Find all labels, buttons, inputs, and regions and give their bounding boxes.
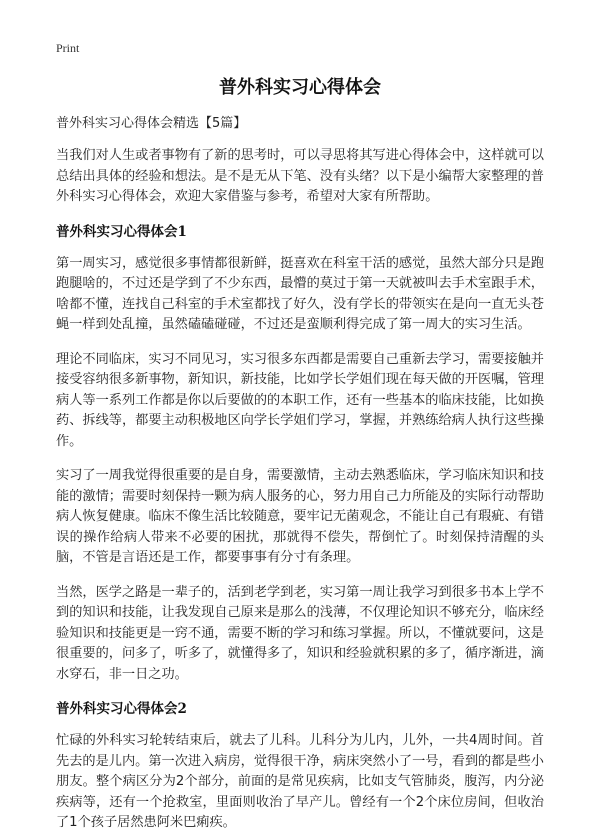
section-paragraph: 理论不同临床，实习不同见习，实习很多东西都是需要自己重新去学习，需要接触并接受容纳很多新事物，新知识，新技能，比如学长学姐们现在每天做的开医嘱，管理病人等一系列工作都是你以后要做的的本职工作，还有一些基本的临床技能，比如换药、拆线等，都要主动积极地区向学长学姐们学习，掌握，并熟练给病人执行这些操作。: [56, 351, 544, 449]
section-1: [56, 222, 544, 686]
section-2: [56, 699, 544, 834]
section-paragraph: 忙碌的外科实习轮转结束后，就去了儿科。儿科分为儿内，儿外，一共4周时间。首先去的是儿内。第一次进入病房，觉得很干净，病床突然小了一号，看到的都是些小朋友。整个病区分为2个部分，前面的是常见疾病，比如支气管肺炎，腹泻，内分泌疾病等，还有一个抢救室，里面则收治了早产儿。曾经有一个2个床位房间，但收治了1个孩子居然患阿米巴痢疾。: [56, 733, 544, 830]
section-heading: 普外科实习心得体会1: [56, 223, 187, 240]
print-label: Print: [56, 41, 80, 55]
section-paragraph: 第一周实习，感觉很多事情都很新鲜，挺喜欢在科室干活的感觉，虽然大部分只是跑跑腿啥的，不过还是学到了不少东西，最懵的莫过于第一天就被叫去手术室跟手术，啥都不懂，连找自己科室的手术室都找了好久，没有学长的带领实在是向一直无头苍蝇一样到处乱撞，虽然磕磕碰碰，不过还是蛮顺利得完成了第一周大的实习生活。: [56, 255, 544, 332]
document-title: 普外科实习心得体会: [219, 77, 381, 98]
intro-paragraph: 当我们对人生或者事物有了新的思考时，可以寻思将其写进心得体会中，这样就可以总结出具体的经验和想法。是不是无从下笔、没有头绪？以下是小编帮大家整理的普外科实习心得体会，欢迎大家借鉴与参考，希望对大家有所帮助。: [56, 148, 544, 204]
section-paragraph: 当然，医学之路是一辈子的，活到老学到老，实习第一周让我学习到很多书本上学不到的知识和技能，让我发现自己原来是那么的浅薄，不仅理论知识不够充分，临床经验知识和技能更是一窍不通，需要不断的学习和练习掌握。所以，不懂就要问，这是很重要的，问多了，听多了，就懂得多了，知识和经验就积累的多了，循序渐进，滴水穿石，非一日之功。: [56, 584, 544, 682]
section-heading: 普外科实习心得体会2: [56, 701, 187, 717]
section-paragraph: 实习了一周我觉得很重要的是自身，需要激情，主动去熟悉临床，学习临床知识和技能的激情；需要时刻保持一颗为病人服务的心，努力用自己力所能及的实际行动帮助病人恢复健康。临床不像生活比较随意，要牢记无菌观念，不能让自己有瑕疵、有错误的操作给病人带来不必要的困扰，那就得不偿失，帮倒忙了。时刻保持清醒的头脑，不管是言语还是工作，都要事事有分寸有条理。: [56, 468, 544, 565]
document-subtitle: 普外科实习心得体会精选【5篇】: [56, 116, 247, 131]
